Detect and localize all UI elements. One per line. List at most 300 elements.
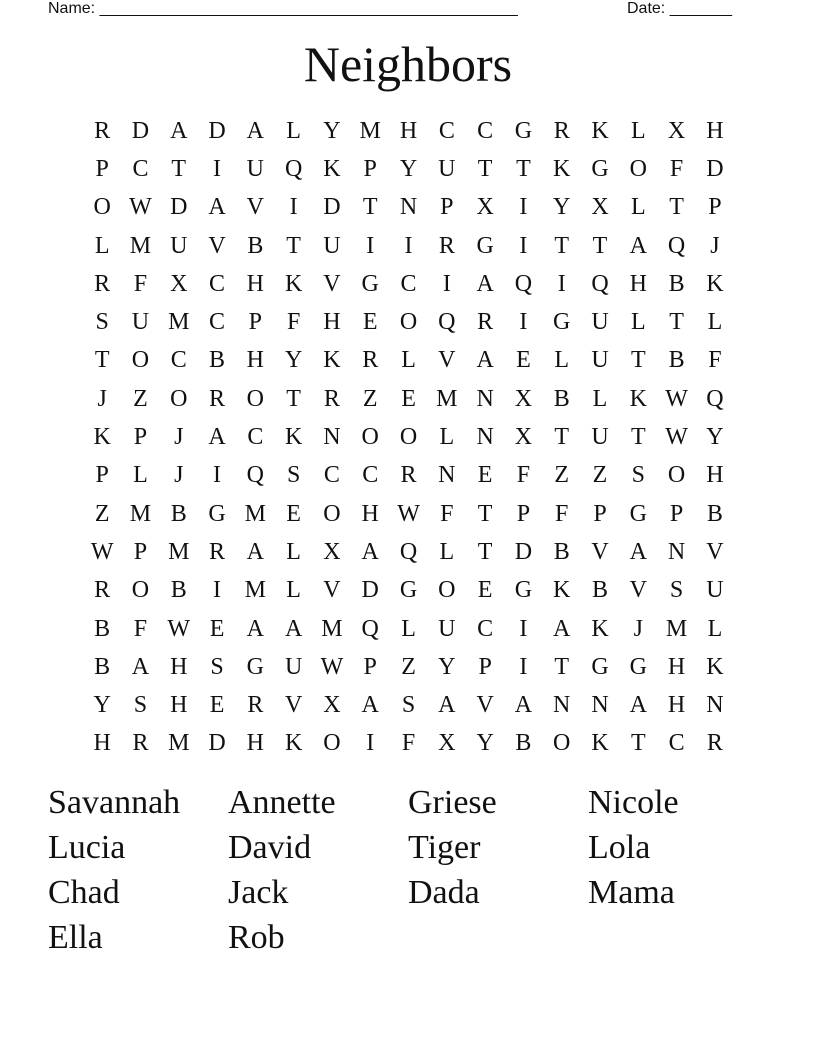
grid-letter: T xyxy=(286,232,301,259)
grid-letter: R xyxy=(400,462,417,489)
grid-letter: K xyxy=(591,730,609,757)
grid-letter: P xyxy=(669,500,684,527)
grid-letter: L xyxy=(286,577,301,604)
grid-letter: X xyxy=(667,117,686,144)
grid-letter: A xyxy=(629,232,647,259)
grid-letter: N xyxy=(553,692,571,719)
grid-letter: O xyxy=(438,577,456,604)
grid-letter: Q xyxy=(361,615,379,642)
grid-letter: L xyxy=(707,615,723,642)
grid-letter: P xyxy=(440,194,454,221)
grid-letter: Y xyxy=(438,653,456,680)
grid-letter: Y xyxy=(93,692,111,719)
grid-letter: V xyxy=(591,538,609,565)
word-bank-item: David xyxy=(228,829,312,866)
grid-letter: N xyxy=(323,424,341,451)
grid-letter: B xyxy=(170,577,187,604)
grid-letter: L xyxy=(133,462,148,489)
grid-letter: M xyxy=(244,577,266,604)
grid-letter: D xyxy=(323,194,341,221)
grid-letter: M xyxy=(168,730,190,757)
grid-letter: E xyxy=(209,692,225,719)
grid-letter: U xyxy=(131,309,150,336)
grid-letter: T xyxy=(477,538,493,565)
grid-letter: E xyxy=(362,309,378,336)
grid-letter: O xyxy=(667,462,686,489)
grid-letter: U xyxy=(170,232,188,259)
grid-letter: X xyxy=(323,538,341,565)
word-bank-item: Rob xyxy=(228,919,285,956)
grid-letter: W xyxy=(397,500,420,527)
grid-letter: X xyxy=(514,385,533,412)
grid-letter: T xyxy=(554,653,570,680)
word-bank-item: Ella xyxy=(48,919,103,956)
grid-letter: K xyxy=(93,424,111,451)
grid-letter: Q xyxy=(246,462,264,489)
grid-letter: M xyxy=(168,538,190,565)
grid-letter: T xyxy=(171,155,187,182)
grid-letter: V xyxy=(284,692,303,719)
grid-letter: E xyxy=(209,615,225,642)
grid-letter: O xyxy=(246,385,264,412)
grid-letter: M xyxy=(665,615,688,642)
grid-letter: E xyxy=(516,347,531,374)
word-bank-item: Mama xyxy=(588,874,675,911)
grid-letter: R xyxy=(438,232,455,259)
grid-letter: X xyxy=(170,270,188,297)
grid-letter: I xyxy=(366,232,375,259)
grid-letter: T xyxy=(286,385,301,412)
grid-letter: I xyxy=(519,653,528,680)
grid-letter: T xyxy=(630,347,646,374)
grid-letter: P xyxy=(478,653,492,680)
grid-letter: T xyxy=(630,424,646,451)
grid-letter: X xyxy=(514,424,533,451)
grid-letter: C xyxy=(668,730,685,757)
grid-letter: I xyxy=(442,270,451,297)
grid-letter: L xyxy=(707,309,723,336)
grid-letter: H xyxy=(667,692,686,719)
grid-letter: K xyxy=(591,615,609,642)
grid-letter: F xyxy=(133,615,148,642)
grid-letter: Z xyxy=(362,385,378,412)
grid-letter: V xyxy=(246,194,264,221)
grid-letter: R xyxy=(94,270,111,297)
grid-letter: O xyxy=(361,424,379,451)
grid-letter: C xyxy=(132,155,149,182)
grid-letter: S xyxy=(133,692,148,719)
grid-letter: T xyxy=(477,155,493,182)
grid-letter: L xyxy=(94,232,110,259)
grid-letter: Q xyxy=(514,270,533,297)
grid-letter: A xyxy=(361,692,379,719)
grid-letter: D xyxy=(514,538,533,565)
grid-letter: Q xyxy=(284,155,303,182)
grid-letter: A xyxy=(170,117,188,144)
grid-letter: A xyxy=(553,615,571,642)
grid-letter: A xyxy=(208,194,226,221)
grid-letter: P xyxy=(363,653,377,680)
grid-letter: X xyxy=(591,194,609,221)
grid-letter: R xyxy=(209,538,226,565)
grid-letter: G xyxy=(591,155,609,182)
grid-letter: M xyxy=(436,385,458,412)
grid-letter: I xyxy=(519,309,528,336)
grid-letter: F xyxy=(133,270,148,297)
grid-letter: P xyxy=(516,500,531,527)
grid-letter: Q xyxy=(706,385,724,412)
grid-letter: B xyxy=(247,232,264,259)
grid-letter: N xyxy=(399,194,418,221)
grid-letter: V xyxy=(438,347,456,374)
grid-letter: I xyxy=(213,462,222,489)
grid-letter: E xyxy=(477,577,493,604)
grid-letter: O xyxy=(399,424,418,451)
grid-letter: B xyxy=(668,270,685,297)
grid-letter: A xyxy=(284,615,303,642)
grid-letter: O xyxy=(93,194,111,221)
grid-letter: R xyxy=(132,730,149,757)
grid-letter: O xyxy=(323,730,341,757)
grid-letter: T xyxy=(554,424,570,451)
grid-letter: C xyxy=(209,270,226,297)
grid-letter: B xyxy=(170,500,187,527)
grid-letter: D xyxy=(706,155,724,182)
grid-letter: R xyxy=(477,309,494,336)
grid-letter: D xyxy=(131,117,150,144)
grid-letter: N xyxy=(476,424,494,451)
grid-letter: P xyxy=(133,424,148,451)
grid-letter: H xyxy=(246,347,264,374)
grid-letter: K xyxy=(553,577,571,604)
grid-letter: M xyxy=(129,500,152,527)
word-bank-item: Dada xyxy=(408,874,480,911)
grid-letter: G xyxy=(246,653,264,680)
grid-letter: B xyxy=(209,347,226,374)
grid-letter: J xyxy=(633,615,643,642)
grid-letter: V xyxy=(208,232,226,259)
grid-letter: B xyxy=(553,385,570,412)
grid-letter: X xyxy=(438,730,456,757)
grid-letter: E xyxy=(286,500,301,527)
grid-letter: G xyxy=(629,500,647,527)
grid-letter: H xyxy=(706,117,724,144)
grid-letter: F xyxy=(708,347,722,374)
page-title: Neighbors xyxy=(303,36,513,92)
grid-letter: P xyxy=(95,155,109,182)
grid-letter: U xyxy=(591,309,609,336)
grid-letter: S xyxy=(210,653,224,680)
word-bank-item: Annette xyxy=(228,784,336,821)
word-search-grid xyxy=(83,112,734,763)
grid-letter: G xyxy=(591,653,609,680)
grid-letter: U xyxy=(591,424,609,451)
grid-letter: L xyxy=(286,538,301,565)
grid-letter: B xyxy=(706,500,723,527)
grid-letter: L xyxy=(630,194,646,221)
grid-letter: T xyxy=(362,194,378,221)
grid-letter: A xyxy=(246,117,264,144)
grid-letter: C xyxy=(247,424,264,451)
grid-letter: U xyxy=(438,155,456,182)
grid-letter: L xyxy=(401,615,416,642)
grid-letter: T xyxy=(669,309,684,336)
grid-letter: K xyxy=(706,270,724,297)
grid-letter: F xyxy=(669,155,684,182)
grid-letter: L xyxy=(592,385,608,412)
grid-letter: R xyxy=(94,117,111,144)
grid-letter: D xyxy=(170,194,188,221)
grid-letter: S xyxy=(401,692,416,719)
grid-letter: C xyxy=(209,309,226,336)
grid-letter: R xyxy=(553,117,570,144)
grid-letter: B xyxy=(94,615,111,642)
grid-letter: C xyxy=(323,462,340,489)
name-field-label: Name: _______________________________________________ xyxy=(48,0,518,17)
grid-letter: O xyxy=(399,309,418,336)
grid-letter: T xyxy=(630,730,646,757)
grid-letter: Y xyxy=(553,194,571,221)
grid-letter: T xyxy=(592,232,608,259)
grid-letter: L xyxy=(630,117,646,144)
grid-letter: H xyxy=(246,730,264,757)
grid-letter: A xyxy=(131,653,150,680)
grid-letter: Y xyxy=(706,424,724,451)
grid-letter: O xyxy=(131,347,150,374)
grid-letter: V xyxy=(706,538,724,565)
grid-letter: A xyxy=(514,692,533,719)
grid-letter: W xyxy=(90,538,114,565)
grid-letter: F xyxy=(401,730,416,757)
grid-letter: C xyxy=(362,462,379,489)
grid-letter: M xyxy=(244,500,266,527)
grid-letter: R xyxy=(323,385,340,412)
grid-letter: V xyxy=(629,577,647,604)
grid-letter: I xyxy=(519,615,528,642)
grid-letter: Q xyxy=(667,232,686,259)
grid-letter: N xyxy=(591,692,609,719)
grid-letter: C xyxy=(400,270,417,297)
grid-letter: Q xyxy=(438,309,456,336)
grid-letter: A xyxy=(629,538,647,565)
grid-letter: W xyxy=(167,615,191,642)
grid-letter: B xyxy=(668,347,685,374)
grid-letter: S xyxy=(95,309,109,336)
grid-letter: T xyxy=(669,194,684,221)
grid-letter: Q xyxy=(591,270,609,297)
grid-letter: H xyxy=(361,500,379,527)
grid-letter: M xyxy=(129,232,152,259)
grid-letter: I xyxy=(519,232,528,259)
grid-letter: A xyxy=(476,270,494,297)
grid-letter: U xyxy=(591,347,609,374)
grid-letter: A xyxy=(476,347,494,374)
grid-letter: Z xyxy=(94,500,110,527)
grid-letter: U xyxy=(284,653,303,680)
grid-letter: V xyxy=(323,270,341,297)
grid-letter: R xyxy=(362,347,379,374)
grid-letter: H xyxy=(246,270,264,297)
grid-letter: L xyxy=(439,424,455,451)
grid-letter: O xyxy=(131,577,150,604)
grid-letter: C xyxy=(477,615,494,642)
grid-letter: I xyxy=(404,232,413,259)
grid-letter: A xyxy=(361,538,379,565)
grid-letter: K xyxy=(323,347,341,374)
grid-letter: O xyxy=(170,385,188,412)
grid-letter: L xyxy=(286,117,301,144)
grid-letter: H xyxy=(399,117,418,144)
grid-letter: H xyxy=(170,692,188,719)
word-bank-item: Lola xyxy=(588,829,651,866)
grid-letter: X xyxy=(476,194,494,221)
grid-letter: I xyxy=(213,577,222,604)
grid-letter: A xyxy=(629,692,647,719)
grid-letter: A xyxy=(438,692,456,719)
grid-letter: A xyxy=(208,424,226,451)
grid-letter: P xyxy=(248,309,263,336)
grid-letter: G xyxy=(553,309,571,336)
grid-letter: A xyxy=(246,538,264,565)
word-bank-item: Savannah xyxy=(48,784,181,821)
grid-letter: B xyxy=(515,730,532,757)
grid-letter: W xyxy=(129,194,152,221)
grid-letter: G xyxy=(361,270,379,297)
grid-letter: G xyxy=(629,653,647,680)
grid-letter: U xyxy=(706,577,724,604)
grid-letter: T xyxy=(516,155,531,182)
grid-letter: E xyxy=(477,462,493,489)
grid-letter: G xyxy=(514,577,533,604)
grid-letter: B xyxy=(592,577,609,604)
grid-letter: I xyxy=(213,155,222,182)
grid-letter: J xyxy=(174,462,184,489)
date-field-label: Date: _______ xyxy=(627,0,732,17)
grid-letter: U xyxy=(438,615,456,642)
grid-letter: K xyxy=(284,270,303,297)
grid-letter: N xyxy=(476,385,494,412)
grid-letter: K xyxy=(284,424,303,451)
grid-letter: T xyxy=(94,347,110,374)
grid-letter: Z xyxy=(133,385,148,412)
grid-letter: D xyxy=(361,577,379,604)
grid-letter: U xyxy=(323,232,341,259)
grid-letter: F xyxy=(516,462,531,489)
grid-letter: V xyxy=(323,577,341,604)
grid-letter: F xyxy=(440,500,454,527)
grid-letter: I xyxy=(366,730,375,757)
grid-letter: P xyxy=(95,462,109,489)
grid-letter: G xyxy=(399,577,418,604)
grid-letter: M xyxy=(168,309,190,336)
grid-letter: Z xyxy=(592,462,608,489)
grid-letter: R xyxy=(706,730,723,757)
grid-letter: H xyxy=(170,653,188,680)
grid-letter: U xyxy=(246,155,264,182)
word-bank-item: Jack xyxy=(228,874,289,911)
grid-letter: R xyxy=(209,385,226,412)
grid-letter: O xyxy=(629,155,647,182)
grid-letter: X xyxy=(323,692,341,719)
grid-letter: C xyxy=(170,347,187,374)
grid-letter: Y xyxy=(284,347,303,374)
grid-letter: J xyxy=(174,424,184,451)
grid-letter: D xyxy=(208,117,226,144)
grid-letter: S xyxy=(631,462,645,489)
grid-letter: K xyxy=(323,155,341,182)
grid-letter: I xyxy=(557,270,566,297)
grid-letter: M xyxy=(321,615,343,642)
grid-letter: P xyxy=(133,538,148,565)
grid-letter: Y xyxy=(323,117,341,144)
grid-letter: L xyxy=(401,347,416,374)
word-bank-item: Nicole xyxy=(588,784,679,821)
word-bank-item: Griese xyxy=(408,784,497,821)
grid-letter: L xyxy=(630,309,646,336)
grid-letter: K xyxy=(629,385,647,412)
grid-letter: K xyxy=(591,117,609,144)
grid-letter: Z xyxy=(401,653,416,680)
grid-letter: R xyxy=(94,577,111,604)
grid-letter: B xyxy=(553,538,570,565)
word-bank-item: Tiger xyxy=(408,829,481,866)
grid-letter: J xyxy=(97,385,107,412)
grid-letter: B xyxy=(94,653,111,680)
grid-letter: H xyxy=(667,653,686,680)
grid-letter: J xyxy=(710,232,720,259)
grid-letter: E xyxy=(401,385,416,412)
grid-letter: O xyxy=(553,730,571,757)
word-bank-item: Lucia xyxy=(48,829,126,866)
grid-letter: W xyxy=(665,385,688,412)
word-bank xyxy=(48,780,768,960)
grid-letter: L xyxy=(554,347,570,374)
grid-letter: I xyxy=(519,194,528,221)
grid-letter: W xyxy=(320,653,344,680)
grid-letter: S xyxy=(286,462,301,489)
grid-letter: Q xyxy=(399,538,418,565)
word-bank-item: Chad xyxy=(48,874,120,911)
grid-letter: R xyxy=(247,692,264,719)
grid-letter: C xyxy=(438,117,455,144)
grid-letter: P xyxy=(363,155,377,182)
grid-letter: H xyxy=(706,462,724,489)
grid-letter: O xyxy=(323,500,341,527)
grid-letter: L xyxy=(439,538,455,565)
grid-letter: C xyxy=(477,117,494,144)
grid-letter: K xyxy=(553,155,571,182)
grid-letter: H xyxy=(93,730,111,757)
grid-letter: T xyxy=(554,232,570,259)
grid-letter: N xyxy=(438,462,456,489)
grid-letter: K xyxy=(284,730,303,757)
grid-letter: T xyxy=(477,500,493,527)
grid-letter: F xyxy=(555,500,569,527)
grid-letter: H xyxy=(629,270,647,297)
grid-letter: N xyxy=(706,692,724,719)
grid-letter: I xyxy=(289,194,298,221)
grid-letter: W xyxy=(665,424,688,451)
grid-letter: P xyxy=(708,194,722,221)
grid-letter: S xyxy=(669,577,684,604)
grid-letter: G xyxy=(208,500,226,527)
grid-letter: A xyxy=(246,615,264,642)
grid-letter: Y xyxy=(476,730,494,757)
grid-letter: K xyxy=(706,653,724,680)
grid-letter: F xyxy=(286,309,301,336)
grid-letter: M xyxy=(359,117,381,144)
grid-letter: G xyxy=(476,232,494,259)
